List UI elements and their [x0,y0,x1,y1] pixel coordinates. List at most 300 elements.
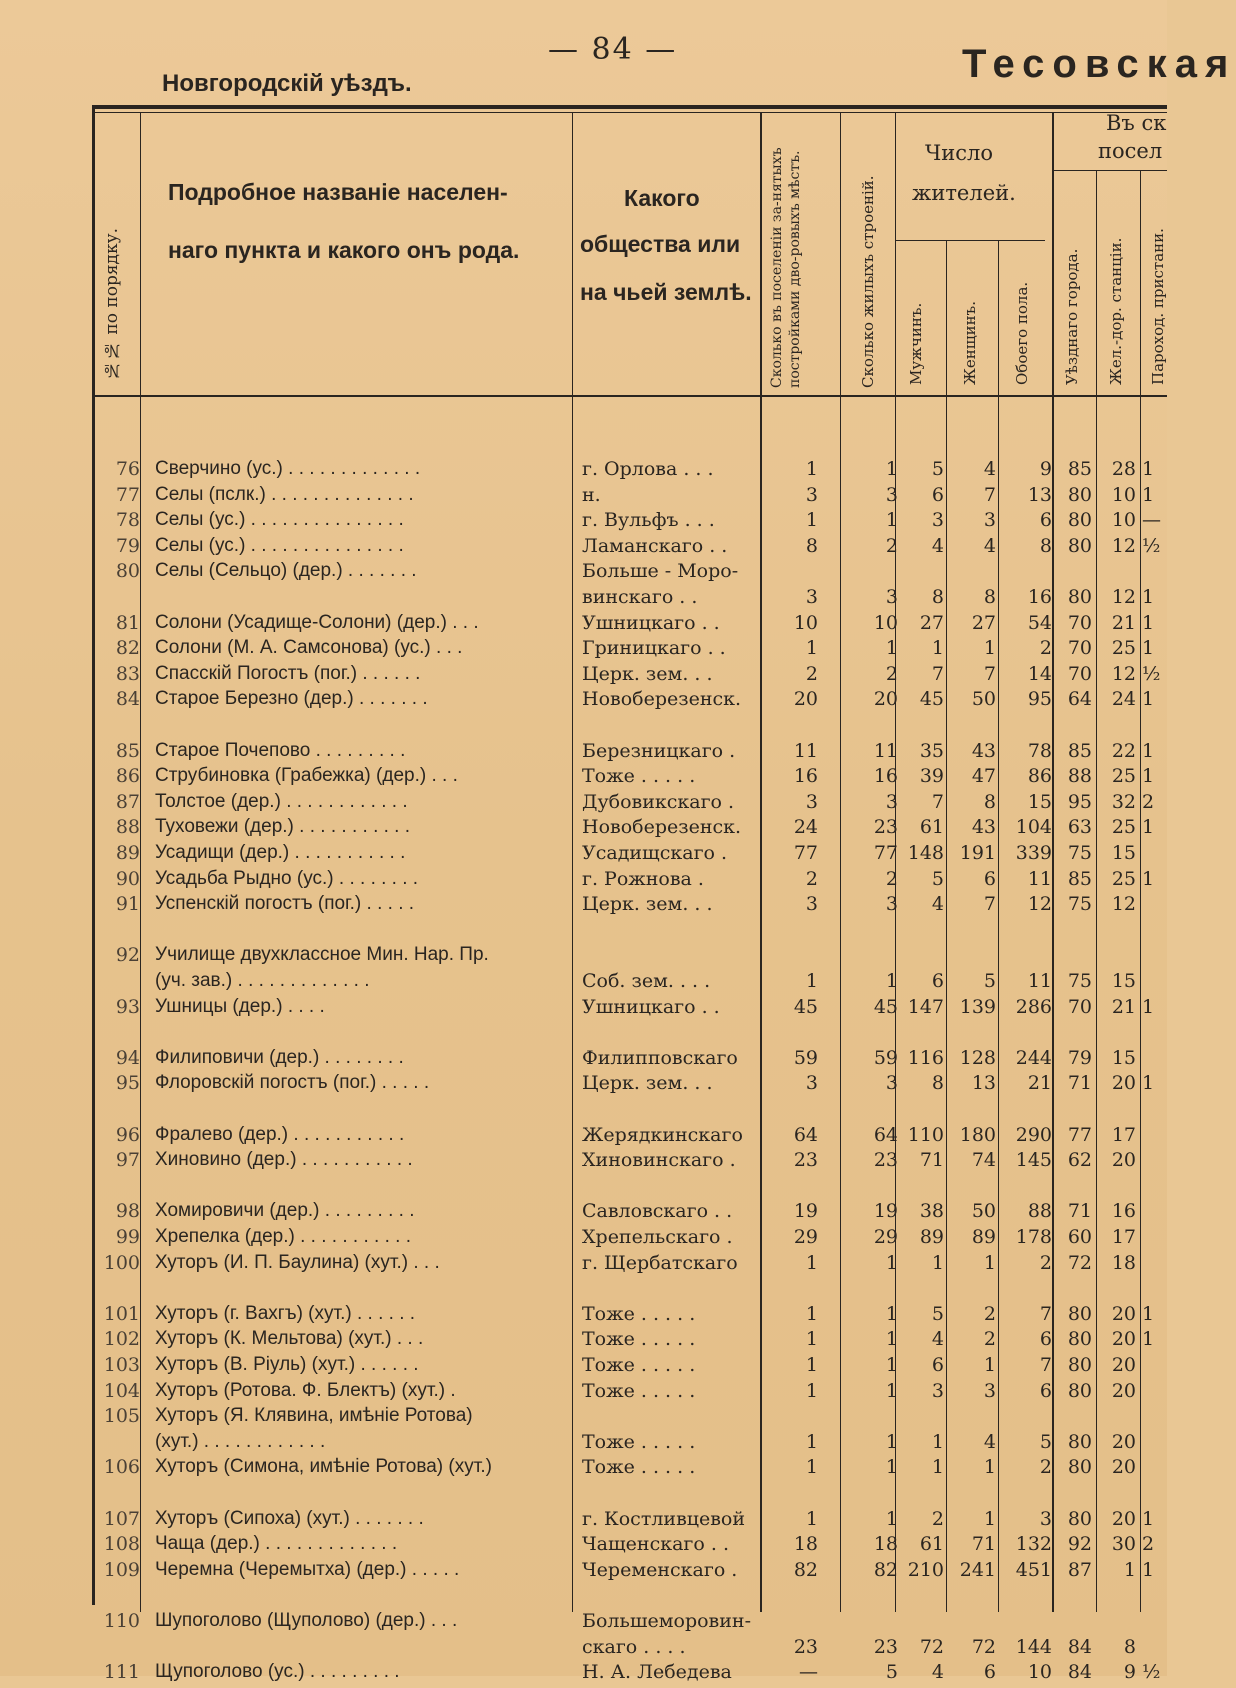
cell-name: (хут.) . . . . . . . . . . . . [155,1430,326,1452]
cell-n: 102 [103,1328,140,1351]
table-row [0,1559,1167,1586]
cell-soc: Церк. зем. . . [582,662,713,685]
table-row [0,970,1167,997]
cell-d1: 64 [1067,688,1092,711]
cell-w: 180 [959,1123,996,1146]
table-row [0,1072,1167,1099]
cell-d1: 87 [1067,1558,1092,1581]
cell-b: 45 [873,995,898,1018]
cell-n: 93 [115,995,140,1018]
cell-d3: 1 [1142,1072,1155,1095]
cell-a: 24 [793,816,818,839]
cell-d1: 85 [1067,458,1092,480]
col-residents-header-line2: жителей. [912,181,1016,205]
cell-name: Усадьба Рыдно (ус.) . . . . . . . . [155,867,419,889]
cell-a: 1 [805,1379,818,1402]
cell-name: Хуторъ (Я. Клявина, имѣніе Ротова) [155,1405,473,1427]
cell-m: 8 [931,1072,944,1095]
cell-n: 90 [115,867,140,890]
cell-name: Чаща (дер.) . . . . . . . . . . . . . [155,1533,398,1555]
cell-n: 95 [115,1072,140,1095]
cell-d2: 20 [1111,1379,1136,1402]
cell-n: 100 [103,1251,140,1274]
cell-m: 39 [919,765,944,788]
cell-m: 89 [919,1226,944,1248]
cell-n: 104 [103,1379,140,1402]
cell-a: 23 [793,1149,818,1172]
cell-d3: 1 [1142,995,1155,1018]
cell-a: 3 [805,1072,818,1095]
cell-n: 85 [115,739,140,762]
cell-name: Хомировичи (дер.) . . . . . . . . . [155,1200,415,1222]
cell-w: 13 [971,1072,996,1095]
cell-d1: 80 [1067,534,1092,557]
col-society-header-line3: на чьей землѣ. [580,279,752,305]
cell-d2: 20 [1111,1072,1136,1095]
cell-b: 20 [873,688,898,711]
cell-name: Щупоголово (ус.) . . . . . . . . . [155,1661,400,1683]
cell-w: 2 [983,1302,996,1325]
cell-a: 3 [805,483,818,506]
cell-n: 76 [115,458,140,480]
cell-t: 5 [1039,1430,1052,1453]
cell-name: Селы (пслк.) . . . . . . . . . . . . . . [155,483,414,505]
cell-a: 1 [805,1430,818,1453]
cell-t: 13 [1027,483,1052,506]
table-row [0,1482,1167,1509]
table-row [0,612,1167,639]
cell-t: 132 [1015,1533,1052,1556]
cell-a: 1 [805,1354,818,1376]
cell-d3: 1 [1142,611,1155,634]
cell-w: 47 [971,765,996,788]
table-row [0,1047,1167,1074]
cell-t: 244 [1015,1046,1052,1069]
cell-soc: Новоберезенск. [582,816,742,839]
cell-w: 7 [983,893,996,916]
cell-soc: г. Вульфъ . . . [582,509,715,532]
cell-d3: — [1142,509,1161,532]
cell-t: 8 [1039,534,1052,557]
table-row [0,637,1167,664]
cell-b: 82 [873,1558,898,1581]
cell-soc: Церк. зем. . . [582,1072,713,1095]
cell-b: 1 [885,1328,898,1351]
cell-n: 98 [115,1200,140,1223]
cell-soc: Усадищскаго . [582,842,728,864]
table-row [0,765,1167,792]
cell-d1: 84 [1067,1635,1092,1658]
cell-m: 1 [931,1430,944,1453]
cell-m: 3 [931,509,944,532]
cell-n: 83 [115,662,140,685]
cell-w: 1 [983,1456,996,1479]
cell-t: 339 [1015,842,1052,864]
cell-name: Шупоголово (Щуполово) (дер.) . . . [155,1610,458,1631]
cell-m: 4 [931,1328,944,1351]
cell-d3: 2 [1142,790,1155,813]
cell-soc: Соб. зем. . . . [582,970,711,992]
table-row [0,535,1167,562]
cell-w: 241 [959,1558,996,1581]
cell-name: Селы (ус.) . . . . . . . . . . . . . . . [155,534,404,556]
col-households-header [768,118,838,388]
cell-t: 21 [1027,1072,1052,1095]
table-row [0,509,1167,536]
col-distance-header-line2: посел [1098,139,1163,163]
cell-b: 3 [885,1072,898,1095]
cell-n: 97 [115,1149,140,1172]
cell-a: 77 [793,842,818,864]
cell-d3: 1 [1142,483,1155,506]
cell-d1: 80 [1067,1507,1092,1530]
cell-b: 64 [873,1123,898,1146]
cell-d2: 21 [1111,611,1136,634]
cell-name: Хуторъ (г. Вахгъ) (хут.) . . . . . . [155,1302,416,1324]
cell-d1: 77 [1067,1123,1092,1146]
cell-w: 27 [971,611,996,634]
col-men-header: Мужчинъ. [907,302,925,385]
cell-soc: г. Рожнова . [582,867,704,890]
cell-n: 87 [115,790,140,813]
cell-soc: г. Щербатскаго [582,1251,738,1274]
cell-m: 6 [931,970,944,992]
table-row [0,1149,1167,1176]
cell-d3: 1 [1142,765,1155,788]
cell-a: 1 [805,458,818,480]
col-num-header: №№ по порядку. [102,227,122,380]
cell-w: 1 [983,1507,996,1530]
cell-n: 80 [115,560,140,583]
cell-m: 38 [919,1200,944,1223]
table-row [0,1508,1167,1535]
cell-name: Черемна (Черемытха) (дер.) . . . . . [155,1558,460,1580]
cell-d2: 12 [1111,662,1136,685]
cell-name: Селы (ус.) . . . . . . . . . . . . . . . [155,509,404,531]
cell-n: 105 [103,1405,140,1428]
cell-d3: 1 [1142,1302,1155,1325]
cell-m: 71 [919,1149,944,1172]
col-residents-header-line1: Число [925,141,993,165]
cell-w: 4 [983,1430,996,1453]
table-row [0,1175,1167,1202]
cell-d2: 15 [1111,970,1136,992]
cell-n: 82 [115,637,140,660]
cell-name: Училище двухклассное Мин. Нар. Пр. [155,944,489,966]
cell-soc: Березницкаго . [582,739,736,762]
cell-d2: 9 [1123,1661,1136,1684]
cell-a: 3 [805,893,818,916]
table-row [0,842,1167,869]
cell-d2: 15 [1111,1046,1136,1069]
cell-d1: 60 [1067,1226,1092,1248]
cell-m: 7 [931,790,944,813]
cell-soc: Новоберезенск. [582,688,742,711]
cell-name: Туховежи (дер.) . . . . . . . . . . . [155,816,411,838]
cell-m: 4 [931,1661,944,1684]
cell-soc: г. Орлова . . . [582,458,714,480]
cell-t: 6 [1039,1379,1052,1402]
cell-soc: скаго . . . . [582,1635,686,1658]
cell-d1: 70 [1067,662,1092,685]
cell-d3: 1 [1142,816,1155,839]
cell-w: 1 [983,637,996,660]
cell-soc: Жерядкинскаго [582,1123,743,1146]
cell-t: 9 [1039,458,1052,480]
cell-w: 43 [971,816,996,839]
cell-n: 96 [115,1123,140,1146]
table-row [0,1021,1167,1048]
cell-m: 4 [931,534,944,557]
cell-d1: 75 [1067,970,1092,992]
cell-d2: 24 [1111,688,1136,711]
cell-name: Хуторъ (Ротова. Ф. Блектъ) (хут.) . [155,1379,456,1401]
cell-a: 18 [793,1533,818,1556]
cell-t: 12 [1027,893,1052,916]
cell-t: 88 [1027,1200,1052,1223]
cell-b: 19 [873,1200,898,1223]
table-row [0,688,1167,715]
cell-b: 3 [885,790,898,813]
cell-m: 5 [931,458,944,480]
cell-m: 116 [907,1046,944,1069]
cell-b: 16 [873,765,898,788]
cell-w: 74 [971,1149,996,1172]
cell-b: 1 [885,1302,898,1325]
cell-d3: ½ [1142,534,1161,557]
cell-a: 8 [805,534,818,557]
table-row [0,1610,1167,1637]
cell-n: 79 [115,534,140,557]
cell-a: 11 [793,739,818,762]
cell-m: 210 [907,1558,944,1581]
cell-a: 1 [805,1456,818,1479]
cell-b: 1 [885,1251,898,1274]
cell-d1: 85 [1067,867,1092,890]
cell-a: 10 [793,611,818,634]
cell-d2: 12 [1111,586,1136,608]
table-row [0,816,1167,843]
cell-d1: 71 [1067,1072,1092,1095]
cell-d1: 85 [1067,739,1092,762]
region-title: Тесовская [962,42,1236,86]
cell-a: 3 [805,586,818,608]
table-row [0,740,1167,767]
cell-n: 111 [103,1661,140,1684]
cell-w: 6 [983,1661,996,1684]
table-row [0,1431,1167,1458]
cell-d1: 80 [1067,483,1092,506]
cell-n: 89 [115,842,140,864]
table-row [0,1636,1167,1663]
cell-d1: 80 [1067,1328,1092,1351]
cell-name: Струбиновка (Грабежка) (дер.) . . . [155,765,458,787]
cell-name: Хуторъ (К. Мельтова) (хут.) . . . [155,1328,424,1350]
cell-n: 101 [103,1302,140,1325]
cell-t: 6 [1039,509,1052,532]
cell-soc: Савловскаго . . [582,1200,733,1223]
cell-name: Фралево (дер.) . . . . . . . . . . . [155,1123,405,1145]
cell-soc: Тоже . . . . . [582,1302,696,1325]
table-row [0,1098,1167,1125]
cell-b: 1 [885,1507,898,1530]
cell-soc: Гриницкаго . . [582,637,726,660]
cell-t: 290 [1015,1123,1052,1146]
cell-b: 10 [873,611,898,634]
cell-t: 104 [1015,816,1052,839]
cell-t: 3 [1039,1507,1052,1530]
cell-a: 23 [793,1635,818,1658]
cell-t: 11 [1027,970,1052,992]
cell-w: 3 [983,1379,996,1402]
cell-b: 23 [873,1149,898,1172]
cell-soc: Тоже . . . . . [582,1456,696,1479]
cell-d2: 20 [1111,1456,1136,1479]
cell-d2: 20 [1111,1430,1136,1453]
cell-t: 86 [1027,765,1052,788]
cell-name: Сверчино (ус.) . . . . . . . . . . . . . [155,458,421,479]
table-row [0,1456,1167,1483]
cell-name: Хиновино (дер.) . . . . . . . . . . . [155,1149,413,1171]
cell-a: 2 [805,867,818,890]
cell-d3: ½ [1142,1661,1161,1684]
cell-w: 50 [971,688,996,711]
cell-t: 14 [1027,662,1052,685]
cell-n: 108 [103,1533,140,1556]
cell-m: 148 [907,842,944,864]
cell-a: 45 [793,995,818,1018]
top-thin-rule [92,112,1167,113]
cell-soc: Хрепельскаго . [582,1226,733,1248]
cell-d1: 88 [1067,765,1092,788]
cell-b: 2 [885,534,898,557]
cell-d2: 18 [1111,1251,1136,1274]
cell-m: 6 [931,1354,944,1376]
cell-b: 18 [873,1533,898,1556]
cell-name: Солони (Усадище-Солони) (дер.) . . . [155,611,479,633]
cell-w: 2 [983,1328,996,1351]
cell-name: Флоровскій погостъ (пог.) . . . . . [155,1072,430,1094]
cell-d2: 25 [1111,816,1136,839]
cell-soc: винскаго . . [582,586,698,608]
cell-d1: 70 [1067,637,1092,660]
cell-d2: 25 [1111,765,1136,788]
cell-n: 110 [103,1610,140,1632]
cell-soc: Ушницкаго . . [582,611,720,634]
cell-b: 1 [885,1354,898,1376]
cell-d1: 63 [1067,816,1092,839]
cell-soc: Тоже . . . . . [582,1430,696,1453]
cell-w: 5 [983,970,996,992]
cell-d3: 1 [1142,688,1155,711]
cell-a: 2 [805,662,818,685]
cell-a: 1 [805,509,818,532]
cell-b: 23 [873,816,898,839]
table-row [0,868,1167,895]
top-double-rule [92,105,1167,109]
cell-d1: 80 [1067,1379,1092,1402]
cell-name: Успенскій погостъ (пог.) . . . . . [155,893,415,915]
table-row [0,1533,1167,1560]
cell-n: 77 [115,483,140,506]
cell-name: Толстое (дер.) . . . . . . . . . . . . [155,790,408,812]
cell-w: 8 [983,790,996,813]
cell-soc: н. [582,483,601,506]
col-distance-header-line1: Въ ск [1106,111,1167,135]
col-society-header-line1: Какого [624,185,700,211]
cell-n: 92 [115,944,140,967]
cell-b: 1 [885,458,898,480]
cell-d2: 20 [1111,1302,1136,1325]
cell-a: 29 [793,1226,818,1248]
cell-a: 59 [793,1046,818,1069]
cell-soc: Череменскаго . [582,1558,738,1581]
cell-b: 59 [873,1046,898,1069]
table-row [0,586,1167,613]
cell-d2: 20 [1111,1354,1136,1376]
cell-d1: 84 [1067,1661,1092,1684]
cell-d2: 16 [1111,1200,1136,1223]
cell-w: 7 [983,662,996,685]
table-row [0,1584,1167,1611]
cell-m: 110 [907,1123,944,1146]
cell-a: 16 [793,765,818,788]
cell-t: 54 [1027,611,1052,634]
cell-d2: 12 [1111,534,1136,557]
cell-name: Старое Березно (дер.) . . . . . . . [155,688,428,710]
cell-soc: Филипповскаго [582,1046,738,1069]
table-row [0,714,1167,741]
cell-d2: 8 [1123,1635,1136,1658]
cell-t: 7 [1039,1302,1052,1325]
cell-b: 2 [885,662,898,685]
cell-w: 3 [983,509,996,532]
distance-subrule [1052,170,1167,171]
cell-b: 3 [885,586,898,608]
cell-d2: 1 [1123,1558,1136,1581]
cell-d2: 21 [1111,995,1136,1018]
cell-w: 72 [971,1635,996,1658]
cell-d1: 79 [1067,1046,1092,1069]
col-name-header-line2: наго пункта и какого онъ рода. [168,237,520,263]
cell-d2: 25 [1111,867,1136,890]
table-row [0,919,1167,946]
cell-m: 1 [931,637,944,660]
cell-name: Старое Почепово . . . . . . . . . [155,739,406,761]
cell-name: Хрепелка (дер.) . . . . . . . . . . . [155,1226,411,1247]
col-steamer-header: Пароход. пристани. [1149,228,1167,385]
cell-d2: 32 [1111,790,1136,813]
cell-soc: Церк. зем. . . [582,893,713,916]
cell-w: 1 [983,1251,996,1274]
cell-d1: 80 [1067,1302,1092,1325]
cell-t: 286 [1015,995,1052,1018]
cell-w: 139 [959,995,996,1018]
table-row [0,996,1167,1023]
table-row [0,1380,1167,1407]
cell-m: 7 [931,662,944,685]
cell-n: 109 [103,1558,140,1581]
cell-a: 64 [793,1123,818,1146]
col-both-header: Обоего пола. [1013,281,1031,385]
cell-n: 106 [103,1456,140,1479]
cell-n: 107 [103,1507,140,1530]
cell-m: 45 [919,688,944,711]
cell-name: Хуторъ (И. П. Баулина) (хут.) . . . [155,1251,440,1273]
cell-b: 1 [885,970,898,992]
cell-d2: 22 [1111,739,1136,762]
cell-b: 23 [873,1635,898,1658]
